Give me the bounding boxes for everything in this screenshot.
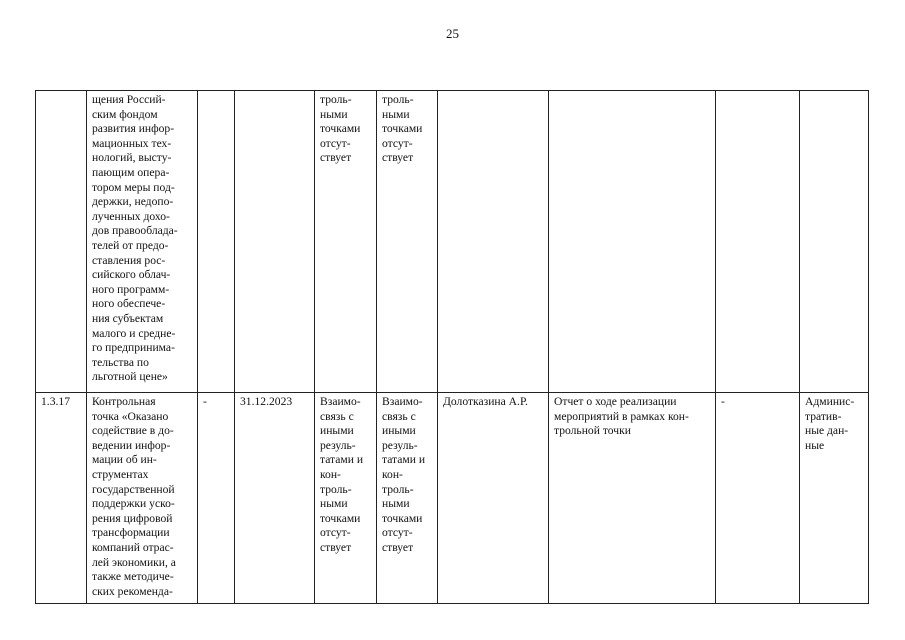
cell-end-date xyxy=(235,91,315,393)
cell-name: Контрольная точка «Оказано содействие в до- ведении инфор- мации об ин- струментах государственной поддержки уско- рения цифровой трансформации компаний отрас- лей экономики, а также методиче- ских рекоменда- xyxy=(87,393,198,604)
cell-source: Админис- тратив- ные дан- ные xyxy=(800,393,869,604)
cell-number: 1.3.17 xyxy=(36,393,87,604)
cell-link-previous: троль- ными точками отсут- ствует xyxy=(315,91,377,393)
cell-document: Отчет о ходе реализации мероприятий в рамках кон- трольной точки xyxy=(549,393,716,604)
cell-responsible xyxy=(438,91,549,393)
cell-start-date: - xyxy=(198,393,235,604)
control-points-table xyxy=(35,90,869,604)
cell-link-next: Взаимо- связь с иными резуль- татами и кон- троль- ными точками отсут- ствует xyxy=(377,393,438,604)
cell-level: - xyxy=(716,393,800,604)
cell-document xyxy=(549,91,716,393)
cell-name: щения Россий- ским фондом развития инфор- мационных тех- нологий, высту- пающим опера- тором меры под- держки, недопо- лученных дохо- дов правооблада- телей от предо- ставления рос- сийского облач- ного программ- ного обеспече- ния субъектам малого и средне- го предпринима- тельства по льготной цене» xyxy=(87,91,198,393)
page-number: 25 xyxy=(446,26,459,41)
cell-source xyxy=(800,91,869,393)
table-row xyxy=(36,393,869,604)
cell-link-next: троль- ными точками отсут- ствует xyxy=(377,91,438,393)
cell-start-date xyxy=(198,91,235,393)
cell-link-previous: Взаимо- связь с иными резуль- татами и кон- троль- ными точками отсут- ствует xyxy=(315,393,377,604)
cell-end-date: 31.12.2023 xyxy=(235,393,315,604)
table-row xyxy=(36,91,869,393)
cell-responsible: Долотказина А.Р. xyxy=(438,393,549,604)
cell-number xyxy=(36,91,87,393)
cell-level xyxy=(716,91,800,393)
